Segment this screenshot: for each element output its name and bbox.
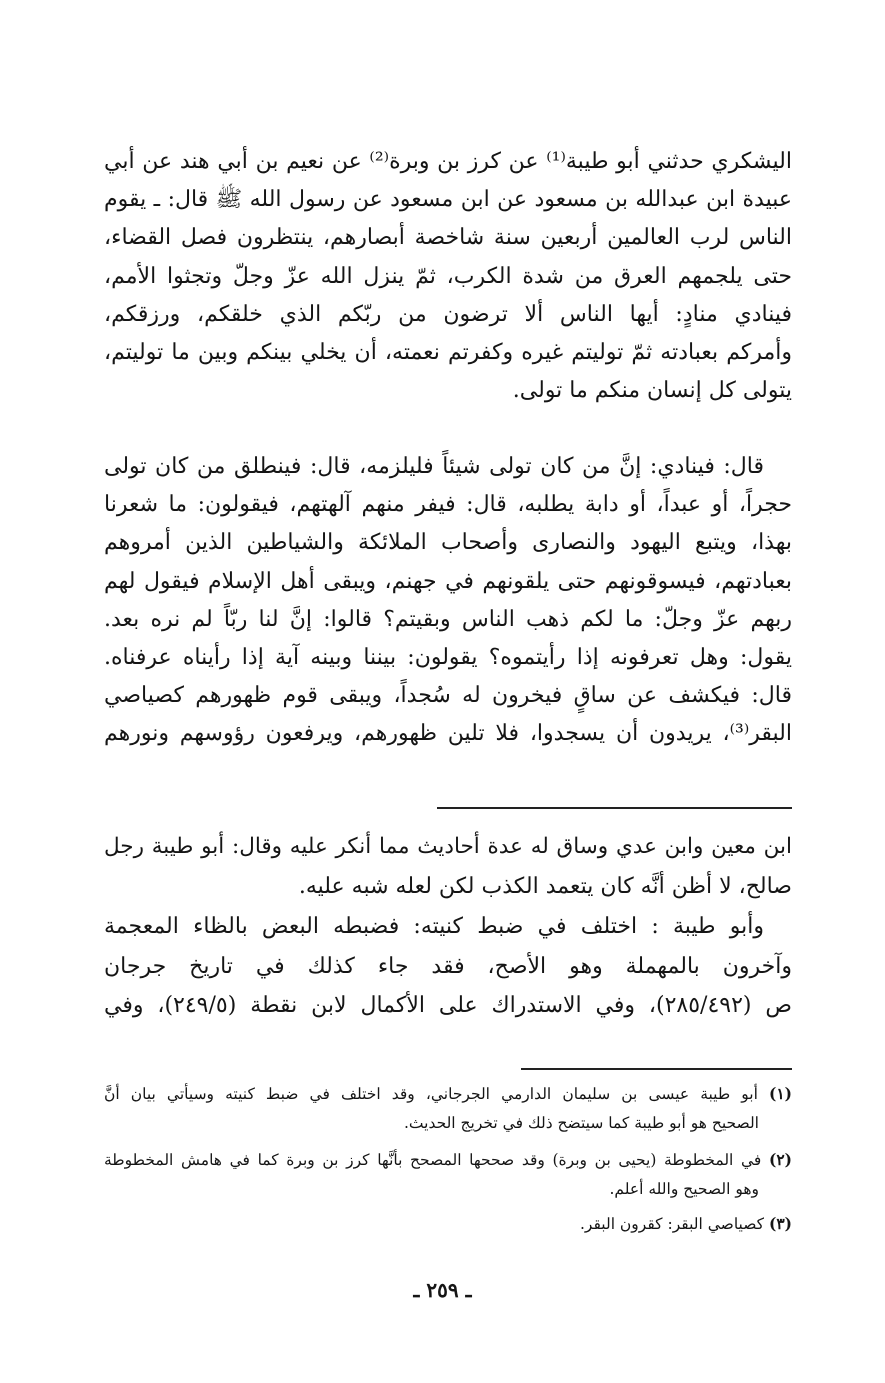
main-paragraph-2: [104, 448, 792, 754]
text-line: حجراً، أو عبداً، أو دابة يطلبه، قال: فيفر منهم آلهتهم، فيقولون: ما شعرنا: [104, 492, 792, 518]
text-line: عبيدة ابن عبدالله بن مسعود عن ابن مسعود عن رسول الله ﷺ قال: ـ يقوم: [104, 187, 792, 213]
text-line: حتى يلجمهم العرق من شدة الكرب، ثمّ ينزل الله عزّ وجلّ وتجثوا الأمم،: [104, 263, 792, 289]
text-line: اليشكري حدثني أبو طيبة⁽¹⁾ عن كرز بن وبرة⁽²⁾ عن نعيم بن أبي هند عن أبي: [104, 149, 792, 174]
footnote-rule: [521, 1068, 792, 1070]
footnote-number: (١): [768, 1084, 792, 1103]
text-line: وآخرون بالمهملة وهو الأصح، فقد جاء كذلك في تاريخ جرجان: [104, 953, 792, 979]
text-line: يتولى كل إنسان منكم ما تولى.: [512, 378, 792, 404]
footnote-1: [104, 1080, 792, 1137]
continued-note-paragraph-1: [104, 827, 792, 906]
text-line: قال: فينادي: إنَّ من كان تولى شيئاً فليلزمه، قال: فينطلق من كان تولى: [104, 454, 764, 479]
footnote-line: الصحيح هو أبو طيبة كما سيتضح ذلك في تخريج الحديث.: [403, 1113, 759, 1132]
text-line: البقر⁽³⁾، يريدون أن يسجدوا، فلا تلين ظهورهم، ويرفعون رؤوسهم ونورهم: [104, 721, 792, 747]
footnote-line: [104, 1146, 792, 1175]
page-number: ـ ٢٥٩ ـ: [413, 1278, 472, 1302]
footnote-2: [104, 1146, 792, 1203]
footnote-line: [104, 1080, 792, 1109]
text-line: ص (٢٨٥/٤٩٢)، وفي الاستدراك على الأكمال لابن نقطة (٢٤٩/٥)، وفي: [104, 993, 792, 1018]
text-line: يقول: وهل تعرفونه إذا رأيتموه؟ يقولون: بيننا وبينه آية إذا رأيناه عرفناه.: [104, 644, 792, 670]
main-paragraph-1: [104, 143, 792, 410]
text-line: وأمركم بعبادته ثمّ توليتم غيره وكفرتم نعمته، أن يخلي بينكم وبين ما توليتم،: [104, 339, 792, 365]
footnote-line: وهو الصحيح والله أعلم.: [609, 1179, 759, 1198]
footnote-text: أبو طيبة عيسى بن سليمان الدارمي الجرجاني، وقد اختلف في ضبط كنيته وسيأتي بيان أنَّ: [104, 1085, 758, 1103]
text-line: قال: فيكشف عن ساقٍ فيخرون له سُجداً، ويبقى قوم ظهورهم كصياصي: [104, 683, 792, 709]
continued-note-paragraph-2: [104, 907, 792, 1026]
text-line: ابن معين وابن عدي وساق له عدة أحاديث مما أنكر عليه وقال: أبو طيبة رجل: [104, 834, 792, 859]
footnote-number: (٢): [768, 1150, 792, 1169]
separator-rule: [437, 807, 792, 809]
text-line: ربهم عزّ وجلّ: ما لكم ذهب الناس وبقيتم؟ قالوا: إنَّ لنا ربّاً لم نره بعد.: [104, 606, 792, 632]
footnote-line: [104, 1210, 792, 1239]
text-line: بهذا، ويتبع اليهود والنصارى وأصحاب الملائكة والشياطين الذين أمروهم: [104, 530, 792, 556]
footnote-text: في المخطوطة (يحيى بن وبرة) وقد صححها المصحح بأنَّها كرز بن وبرة كما في هامش المخطوطة: [104, 1151, 762, 1169]
text-line: بعبادتهم، فيسوقونهم حتى يلقونهم في جهنم، ويبقى أهل الإسلام فيقول لهم: [104, 568, 792, 594]
footnote-3: [104, 1210, 792, 1239]
text-line: وأبو طيبة : اختلف في ضبط كنيته: فضبطه البعض بالظاء المعجمة: [104, 914, 764, 939]
footnote-number: (٣): [768, 1214, 792, 1233]
text-line: فينادي منادٍ: أيها الناس ألا ترضون من ربّكم الذي خلقكم، ورزقكم،: [104, 301, 792, 327]
text-line: الناس لرب العالمين أربعين سنة شاخصة أبصارهم، ينتظرون فصل القضاء،: [104, 225, 792, 251]
footnote-text: كصياصي البقر: كقرون البقر.: [579, 1215, 765, 1233]
text-line: صالح، لا أظن أنَّه كان يتعمد الكذب لكن لعله شبه عليه.: [298, 873, 792, 899]
